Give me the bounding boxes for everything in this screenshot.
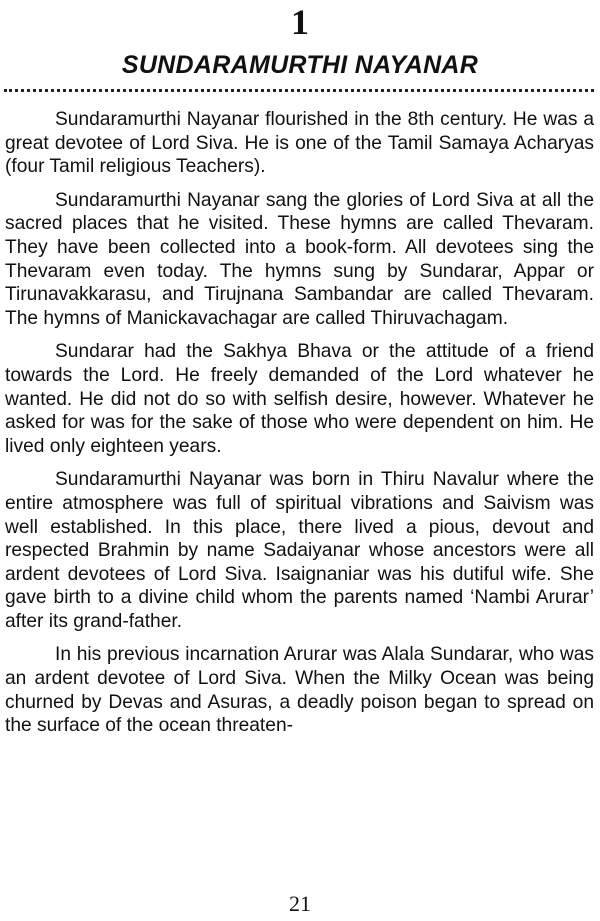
paragraph: Sundaramurthi Nayanar flourished in the 8th century. He was a great devotee of Lord Siva. He is one of the Tamil Samaya Acharyas (four Tamil religious Teachers). [5,109,594,178]
chapter-body [5,108,594,748]
page-number: 21 [289,891,311,916]
paragraph: Sundarar had the Sakhya Bhava or the attitude of a friend towards the Lord. He freely demanded of the Lord whatever he wanted. He did not do so with selfish desire, however. Whatever he asked for was for the sake of those who were dependent on him. He lived only eighteen years. [5,341,594,457]
paragraph: In his previous incarnation Arurar was Alala Sundarar, who was an ardent devotee of Lord Siva. When the Milky Ocean was being churned by Devas and Asuras, a deadly poison began to spread on the surface of the ocean threaten- [5,644,594,737]
chapter-title: SUNDARAMURTHI NAYANAR [121,51,479,79]
title-divider [4,89,594,92]
paragraph: Sundaramurthi Nayanar was born in Thiru Navalur where the entire atmosphere was full of spiritual vibrations and Saivism was well established. In this place, there lived a pious, devout and respected Brahmin by name Sadaiyanar whose ancestors were all ardent devotees of Lord Siva. Isaignaniar was his dutiful wife. She gave birth to a divine child whom the parents named ‘Nambi Arurar’ after its grand-father. [5,469,594,632]
paragraph: Sundaramurthi Nayanar sang the glories of Lord Siva at all the sacred places that he visited. These hymns are called Thevaram. They have been collected into a book-form. All devotees sing the Thevaram even today. The hymns sung by Sundarar, Appar or Tirunavakkarasu, and Tirujnana Sambandar are called Thevaram. The hymns of Manickavachagar are called Thiruvachagam. [5,189,594,329]
chapter-number: 1 [291,2,309,42]
